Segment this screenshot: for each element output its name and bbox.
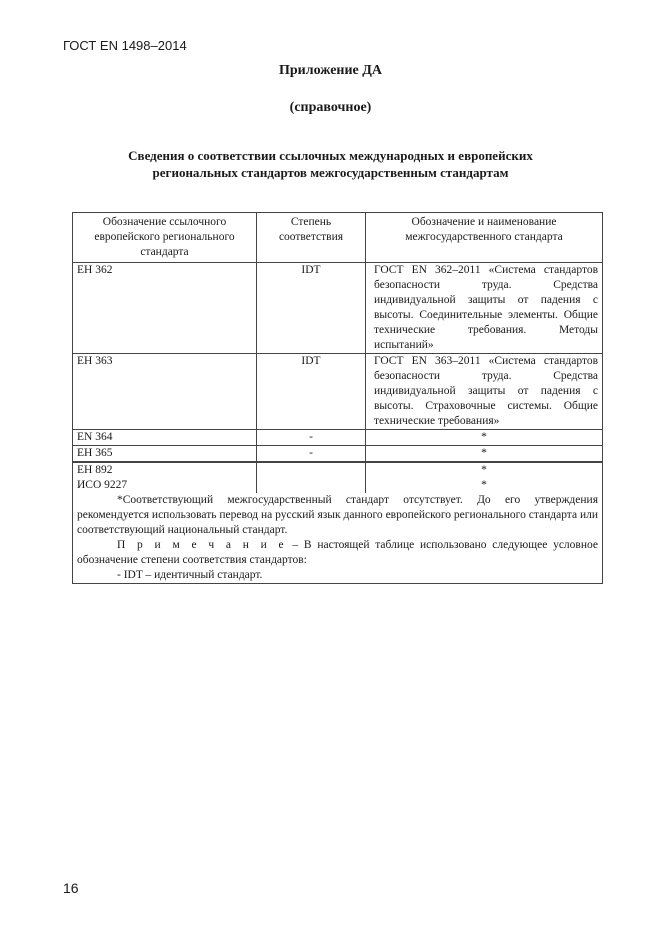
table-row (73, 263, 603, 354)
section-heading-line-1: Сведения о соответствии ссылочных международных и европейских (128, 148, 533, 163)
appendix-title: Приложение ДА (278, 63, 383, 78)
cell-designation: ЕН 362 (73, 263, 257, 354)
cell-designation: ЕН 363 (73, 354, 257, 430)
cell-standard: ГОСТ EN 362–2011 «Система стандартов безопасности труда. Средства индивидуальной защиты от падения с высоты. Соединительные элементы. Общие технические требования. Методы испытаний» (366, 263, 603, 354)
cell-designation: ЕН 892 (73, 462, 257, 478)
table-header-row (73, 213, 603, 263)
cell-degree: IDT (257, 263, 366, 354)
cell-degree: IDT (257, 354, 366, 430)
footnote: *Соответствующий межгосударственный стандарт отсутствует. До его утверждения рекомендуется использовать перевод на русский язык данного европейского регионального стандарта или соответствующий национальный стандарт. (77, 494, 598, 536)
table-row (73, 478, 603, 493)
cell-standard: * (366, 446, 603, 463)
cell-standard: * (366, 478, 603, 493)
note (77, 538, 598, 568)
cell-designation: EN 364 (73, 430, 257, 446)
document-header: ГОСТ EN 1498–2014 (63, 38, 187, 53)
page-number: 16 (63, 880, 79, 896)
standards-table (72, 212, 603, 584)
cell-standard: * (366, 430, 603, 446)
section-heading (0, 147, 661, 181)
cell-degree: - (257, 430, 366, 446)
section-heading-line-2: региональных стандартов межгосударственным стандартам (152, 165, 509, 180)
cell-degree: - (257, 446, 366, 463)
header-standard: Обозначение и наименование межгосударственного стандарта (366, 213, 603, 263)
header-designation: Обозначение ссылочного европейского регионального стандарта (73, 213, 257, 263)
table-row (73, 462, 603, 478)
appendix-type: (справочное) (289, 100, 372, 115)
cell-designation: ИСО 9227 (73, 478, 257, 493)
note-text: – В настоящей таблице использовано следующее условное обозначение степени соответствия стандартов: (77, 539, 598, 566)
table-note-row (73, 493, 603, 584)
table-row (73, 446, 603, 463)
note-item: - IDT – идентичный стандарт. (117, 569, 263, 581)
cell-standard: * (366, 462, 603, 478)
table-note (73, 493, 603, 584)
table-row (73, 354, 603, 430)
note-label: П р и м е ч а н и е (117, 539, 287, 551)
cell-degree (257, 478, 366, 493)
table-row (73, 430, 603, 446)
cell-designation: ЕН 365 (73, 446, 257, 463)
cell-standard: ГОСТ EN 363–2011 «Система стандартов безопасности труда. Средства индивидуальной защиты от падения с высоты. Страховочные системы. Общие технические требования» (366, 354, 603, 430)
cell-degree (257, 462, 366, 478)
header-degree: Степень соответствия (257, 213, 366, 263)
